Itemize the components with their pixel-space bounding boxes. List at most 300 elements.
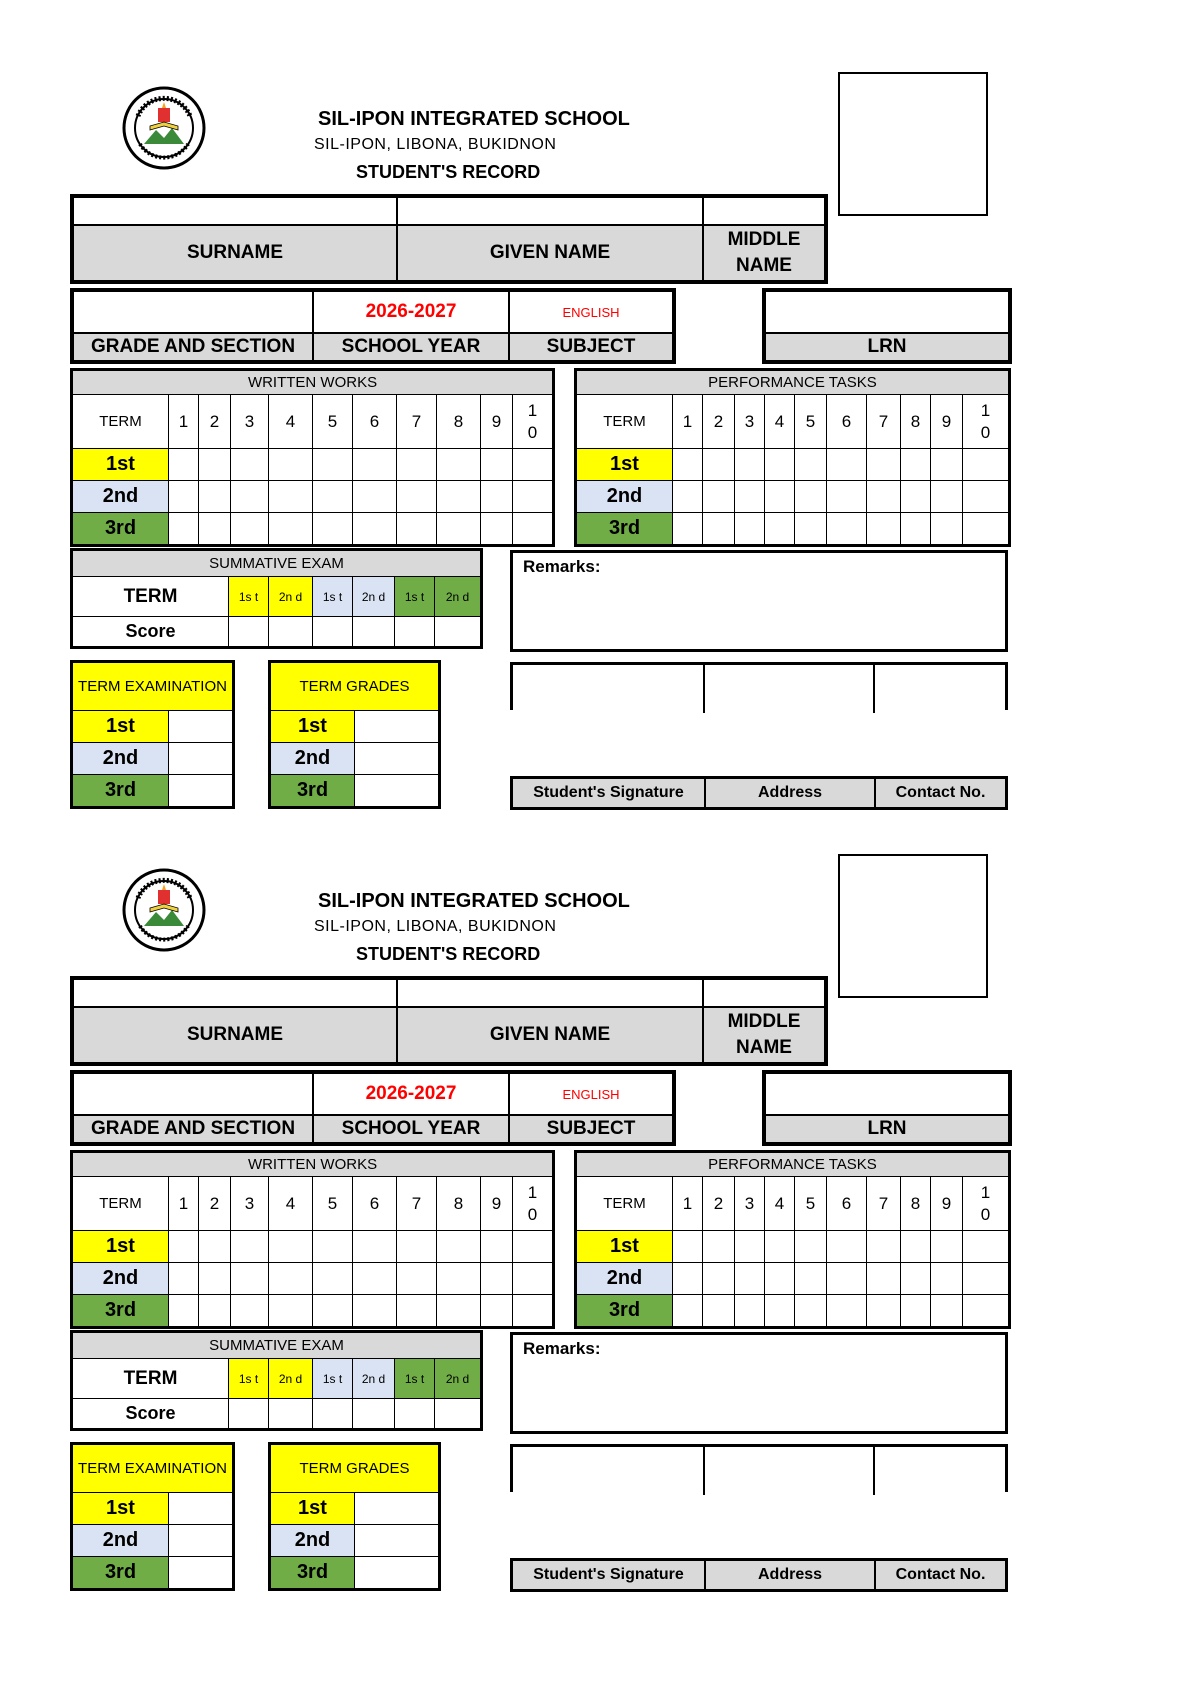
signature-fields[interactable]: [510, 662, 1008, 710]
grade-cell[interactable]: [355, 1493, 439, 1525]
score-cell[interactable]: [963, 449, 1009, 481]
score-cell[interactable]: [901, 513, 931, 545]
term-label: 2nd: [73, 1263, 169, 1295]
score-cell[interactable]: [901, 1263, 931, 1295]
middle-name-label: MIDDLE NAME: [703, 1007, 825, 1063]
ww-col-header: 7: [397, 1177, 437, 1231]
written-works-title: WRITTEN WORKS: [73, 371, 553, 395]
term-label: 2nd: [271, 1525, 355, 1557]
lrn-label: LRN: [765, 1115, 1009, 1143]
lrn-input[interactable]: [765, 291, 1009, 333]
signature-area: [510, 1444, 1008, 1592]
performance-tasks-table: [576, 370, 1009, 545]
score-cell[interactable]: [397, 1263, 437, 1295]
pt-col-header: 1: [673, 395, 703, 449]
score-cell[interactable]: [673, 1295, 703, 1327]
record-title: STUDENT'S RECORD: [356, 162, 541, 182]
contact-label: Contact No.: [895, 1566, 986, 1583]
school-year-value[interactable]: 2026-2027: [313, 291, 509, 333]
ww-col-header: 3: [231, 1177, 269, 1231]
summative-col-header: 2n d: [435, 577, 481, 617]
given-name-input[interactable]: [397, 979, 703, 1007]
summative-col-header: 1s t: [395, 1359, 435, 1399]
score-cell[interactable]: [199, 481, 231, 513]
score-cell[interactable]: [437, 449, 481, 481]
term-examination-table: [72, 662, 233, 807]
term-label: 1st: [271, 711, 355, 743]
score-cell[interactable]: [397, 481, 437, 513]
score-cell[interactable]: [963, 481, 1009, 513]
pt-col-header: 5: [795, 1177, 827, 1231]
given-name-label: GIVEN NAME: [397, 1007, 703, 1063]
score-cell[interactable]: [795, 1295, 827, 1327]
score-cell[interactable]: [901, 449, 931, 481]
score-cell[interactable]: [703, 1231, 735, 1263]
given-name-input[interactable]: [397, 197, 703, 225]
score-cell[interactable]: [437, 513, 481, 545]
score-cell[interactable]: [867, 1231, 901, 1263]
score-cell[interactable]: [313, 1295, 353, 1327]
score-cell[interactable]: [827, 1295, 867, 1327]
summative-col-header: 2n d: [435, 1359, 481, 1399]
pt-col-header: 2: [703, 1177, 735, 1231]
score-cell[interactable]: [231, 1231, 269, 1263]
score-cell[interactable]: [397, 449, 437, 481]
photo-box: [838, 854, 988, 998]
summative-col-header: 2n d: [353, 577, 395, 617]
pt-col-header: 1 0: [963, 395, 1009, 449]
contact-label: Contact No.: [895, 784, 986, 801]
term-label: 2nd: [73, 1525, 169, 1557]
info-table: [72, 290, 674, 362]
grade-section-input[interactable]: [73, 1073, 313, 1115]
score-cell[interactable]: [313, 481, 353, 513]
name-table: [72, 978, 826, 1064]
term-examination-title: TERM EXAMINATION: [73, 663, 233, 711]
score-cell[interactable]: [397, 1295, 437, 1327]
score-cell[interactable]: [827, 481, 867, 513]
score-cell[interactable]: [765, 481, 795, 513]
term-grades-title: TERM GRADES: [271, 663, 439, 711]
score-cell[interactable]: [481, 1263, 513, 1295]
ww-col-header: 6: [353, 395, 397, 449]
score-cell[interactable]: [765, 1295, 795, 1327]
surname-label: SURNAME: [73, 225, 397, 281]
score-cell[interactable]: [397, 1231, 437, 1263]
score-cell[interactable]: [269, 1295, 313, 1327]
record-title: STUDENT'S RECORD: [356, 944, 541, 964]
term-label: 1st: [73, 1493, 169, 1525]
score-cell[interactable]: [231, 1295, 269, 1327]
score-cell[interactable]: [901, 1231, 931, 1263]
performance-tasks-title: PERFORMANCE TASKS: [577, 371, 1009, 395]
surname-input[interactable]: [73, 197, 397, 225]
summative-score-label: Score: [73, 1399, 229, 1429]
ww-col-header: 1: [169, 395, 199, 449]
score-cell[interactable]: [231, 1263, 269, 1295]
term-label: 2nd: [271, 743, 355, 775]
pt-col-header: 1: [673, 1177, 703, 1231]
pt-col-header: 8: [901, 395, 931, 449]
score-cell[interactable]: [353, 513, 397, 545]
score-cell[interactable]: [703, 1263, 735, 1295]
performance-tasks-table: [576, 1152, 1009, 1327]
score-cell[interactable]: [867, 1295, 901, 1327]
score-cell[interactable]: [513, 1295, 553, 1327]
middle-name-label: MIDDLE NAME: [703, 225, 825, 281]
written-works-table: [72, 370, 553, 545]
score-cell[interactable]: [765, 449, 795, 481]
summative-term-label: TERM: [73, 577, 229, 617]
score-cell[interactable]: [313, 1263, 353, 1295]
term-examination-table: [72, 1444, 233, 1589]
surname-input[interactable]: [73, 979, 397, 1007]
pt-col-header: 3: [735, 1177, 765, 1231]
ww-col-header: 9: [481, 395, 513, 449]
score-cell[interactable]: [481, 513, 513, 545]
remarks-label: Remarks:: [523, 557, 601, 576]
score-cell[interactable]: [963, 1263, 1009, 1295]
score-cell[interactable]: [395, 617, 435, 647]
score-cell[interactable]: [703, 449, 735, 481]
score-cell[interactable]: [963, 513, 1009, 545]
term-label: 2nd: [73, 481, 169, 513]
term-grades-table: [270, 662, 439, 807]
ww-col-header: 1 0: [513, 1177, 553, 1231]
score-cell[interactable]: [169, 1295, 199, 1327]
subject-label: SUBJECT: [509, 333, 673, 361]
score-cell[interactable]: [353, 1263, 397, 1295]
term-label: 2nd: [577, 1263, 673, 1295]
score-cell[interactable]: [673, 449, 703, 481]
ww-row-1st: [73, 449, 553, 481]
score-cell[interactable]: [735, 449, 765, 481]
middle-name-input[interactable]: [703, 979, 825, 1007]
term-label: 1st: [271, 1493, 355, 1525]
pt-row-2nd: [577, 481, 1009, 513]
ww-row-2nd: [73, 1263, 553, 1295]
pt-col-header: 2: [703, 395, 735, 449]
score-cell[interactable]: [513, 481, 553, 513]
pt-col-header: 4: [765, 395, 795, 449]
score-cell[interactable]: [931, 1263, 963, 1295]
summative-col-header: 1s t: [229, 1359, 269, 1399]
ww-term-header: TERM: [73, 1177, 169, 1231]
grade-cell[interactable]: [355, 743, 439, 775]
score-cell[interactable]: [673, 481, 703, 513]
grade-cell[interactable]: [355, 1557, 439, 1589]
school-year-label: SCHOOL YEAR: [313, 333, 509, 361]
summative-col-header: 1s t: [229, 577, 269, 617]
summative-col-header: 2n d: [353, 1359, 395, 1399]
score-cell[interactable]: [703, 513, 735, 545]
divider: [873, 1447, 875, 1495]
performance-tasks-title: PERFORMANCE TASKS: [577, 1153, 1009, 1177]
score-cell[interactable]: [269, 1399, 313, 1429]
term-label: 2nd: [73, 743, 169, 775]
ww-row-2nd: [73, 481, 553, 513]
subject-value[interactable]: ENGLISH: [509, 291, 673, 333]
pt-term-header: TERM: [577, 395, 673, 449]
grade-cell[interactable]: [169, 1493, 233, 1525]
grade-cell[interactable]: [169, 743, 233, 775]
score-cell[interactable]: [353, 481, 397, 513]
score-cell[interactable]: [765, 1263, 795, 1295]
score-cell[interactable]: [199, 1231, 231, 1263]
score-cell[interactable]: [931, 449, 963, 481]
term-label: 3rd: [73, 1557, 169, 1589]
score-cell[interactable]: [397, 513, 437, 545]
score-cell[interactable]: [231, 449, 269, 481]
score-cell[interactable]: [229, 617, 269, 647]
school-seal-logo: [122, 86, 206, 170]
given-name-label: GIVEN NAME: [397, 225, 703, 281]
term-label: 1st: [73, 1231, 169, 1263]
score-cell[interactable]: [827, 1231, 867, 1263]
pt-col-header: 1 0: [963, 1177, 1009, 1231]
pt-col-header: 7: [867, 395, 901, 449]
ww-col-header: 1 0: [513, 395, 553, 449]
summative-exam-title: SUMMATIVE EXAM: [73, 1333, 481, 1359]
score-cell[interactable]: [353, 449, 397, 481]
middle-name-input[interactable]: [703, 197, 825, 225]
ww-col-header: 6: [353, 1177, 397, 1231]
score-cell[interactable]: [435, 617, 481, 647]
score-cell[interactable]: [513, 1263, 553, 1295]
lrn-label: LRN: [765, 333, 1009, 361]
grade-cell[interactable]: [169, 775, 233, 807]
summative-col-header: 1s t: [313, 1359, 353, 1399]
score-cell[interactable]: [827, 449, 867, 481]
score-cell[interactable]: [231, 481, 269, 513]
pt-col-header: 7: [867, 1177, 901, 1231]
score-cell[interactable]: [795, 1263, 827, 1295]
divider: [703, 665, 705, 713]
term-grades-title: TERM GRADES: [271, 1445, 439, 1493]
summative-exam-title: SUMMATIVE EXAM: [73, 551, 481, 577]
pt-col-header: 5: [795, 395, 827, 449]
score-cell[interactable]: [513, 1231, 553, 1263]
score-cell[interactable]: [353, 1399, 395, 1429]
subject-label: SUBJECT: [509, 1115, 673, 1143]
score-cell[interactable]: [867, 449, 901, 481]
score-cell[interactable]: [827, 513, 867, 545]
summative-term-label: TERM: [73, 1359, 229, 1399]
score-cell[interactable]: [703, 1295, 735, 1327]
pt-col-header: 9: [931, 1177, 963, 1231]
score-cell[interactable]: [169, 481, 199, 513]
ww-row-1st: [73, 1231, 553, 1263]
score-cell[interactable]: [169, 513, 199, 545]
score-cell[interactable]: [353, 1295, 397, 1327]
remarks-box[interactable]: [510, 1332, 1008, 1434]
score-cell[interactable]: [269, 617, 313, 647]
pt-term-header: TERM: [577, 1177, 673, 1231]
grade-cell[interactable]: [355, 1525, 439, 1557]
score-cell[interactable]: [867, 513, 901, 545]
score-cell[interactable]: [481, 449, 513, 481]
grade-cell[interactable]: [355, 775, 439, 807]
score-cell[interactable]: [735, 1231, 765, 1263]
address-label: Address: [706, 779, 876, 807]
score-cell[interactable]: [269, 513, 313, 545]
info-table: [72, 1072, 674, 1144]
student-signature-label: Student's Signature: [513, 1561, 706, 1589]
score-cell[interactable]: [765, 513, 795, 545]
score-cell[interactable]: [673, 1231, 703, 1263]
score-cell[interactable]: [795, 449, 827, 481]
score-cell[interactable]: [395, 1399, 435, 1429]
ww-col-header: 8: [437, 1177, 481, 1231]
score-cell[interactable]: [199, 1295, 231, 1327]
score-cell[interactable]: [867, 1263, 901, 1295]
term-label: 2nd: [577, 481, 673, 513]
term-label: 3rd: [73, 775, 169, 807]
score-cell[interactable]: [481, 1295, 513, 1327]
score-cell[interactable]: [963, 1231, 1009, 1263]
signature-area: [510, 662, 1008, 810]
summative-col-header: 1s t: [395, 577, 435, 617]
grade-cell[interactable]: [169, 1557, 233, 1589]
summative-col-header: 1s t: [313, 577, 353, 617]
score-cell[interactable]: [795, 481, 827, 513]
remarks-box[interactable]: [510, 550, 1008, 652]
score-cell[interactable]: [673, 1263, 703, 1295]
term-label: 3rd: [577, 1295, 673, 1327]
grade-cell[interactable]: [169, 1525, 233, 1557]
score-cell[interactable]: [269, 1231, 313, 1263]
score-cell[interactable]: [229, 1399, 269, 1429]
score-cell[interactable]: [481, 481, 513, 513]
score-cell[interactable]: [827, 1263, 867, 1295]
score-cell[interactable]: [199, 1263, 231, 1295]
score-cell[interactable]: [481, 1231, 513, 1263]
grade-section-input[interactable]: [73, 291, 313, 333]
grade-cell[interactable]: [169, 711, 233, 743]
term-label: 3rd: [271, 775, 355, 807]
school-name: SIL-IPON INTEGRATED SCHOOL: [318, 890, 630, 912]
ww-col-header: 4: [269, 395, 313, 449]
pt-col-header: 9: [931, 395, 963, 449]
score-cell[interactable]: [269, 449, 313, 481]
score-cell[interactable]: [437, 1231, 481, 1263]
ww-col-header: 3: [231, 395, 269, 449]
score-cell[interactable]: [735, 481, 765, 513]
pt-row-1st: [577, 1231, 1009, 1263]
school-year-value[interactable]: 2026-2027: [313, 1073, 509, 1115]
score-cell[interactable]: [513, 449, 553, 481]
signature-labels: [510, 776, 1008, 810]
signature-fields[interactable]: [510, 1444, 1008, 1492]
school-seal-logo: [122, 868, 206, 952]
score-cell[interactable]: [901, 1295, 931, 1327]
pt-col-header: 3: [735, 395, 765, 449]
score-cell[interactable]: [437, 481, 481, 513]
ww-col-header: 9: [481, 1177, 513, 1231]
score-cell[interactable]: [673, 513, 703, 545]
grade-section-label: GRADE AND SECTION: [73, 333, 313, 361]
term-label: 1st: [577, 449, 673, 481]
score-cell[interactable]: [231, 513, 269, 545]
term-label: 3rd: [73, 513, 169, 545]
score-cell[interactable]: [353, 1231, 397, 1263]
score-cell[interactable]: [353, 617, 395, 647]
term-label: 3rd: [73, 1295, 169, 1327]
score-cell[interactable]: [963, 1295, 1009, 1327]
score-cell[interactable]: [169, 1263, 199, 1295]
score-cell[interactable]: [931, 513, 963, 545]
score-cell[interactable]: [169, 1231, 199, 1263]
summative-score-label: Score: [73, 617, 229, 647]
score-cell[interactable]: [735, 1295, 765, 1327]
summative-exam-table: [72, 1332, 481, 1429]
score-cell[interactable]: [435, 1399, 481, 1429]
score-cell[interactable]: [199, 513, 231, 545]
score-cell[interactable]: [735, 513, 765, 545]
remarks-label: Remarks:: [523, 1339, 601, 1358]
score-cell[interactable]: [313, 1399, 353, 1429]
lrn-table: [764, 290, 1010, 362]
score-cell[interactable]: [735, 1263, 765, 1295]
divider: [873, 665, 875, 713]
lrn-input[interactable]: [765, 1073, 1009, 1115]
score-cell[interactable]: [269, 481, 313, 513]
term-examination-title: TERM EXAMINATION: [73, 1445, 233, 1493]
score-cell[interactable]: [269, 1263, 313, 1295]
score-cell[interactable]: [901, 481, 931, 513]
score-cell[interactable]: [437, 1295, 481, 1327]
score-cell[interactable]: [795, 1231, 827, 1263]
score-cell[interactable]: [199, 449, 231, 481]
subject-value[interactable]: ENGLISH: [509, 1073, 673, 1115]
score-cell[interactable]: [169, 449, 199, 481]
school-address: SIL-IPON, LIBONA, BUKIDNON: [314, 136, 557, 153]
grade-cell[interactable]: [355, 711, 439, 743]
score-cell[interactable]: [867, 481, 901, 513]
score-cell[interactable]: [437, 1263, 481, 1295]
term-label: 1st: [73, 711, 169, 743]
school-address: SIL-IPON, LIBONA, BUKIDNON: [314, 918, 557, 935]
score-cell[interactable]: [513, 513, 553, 545]
pt-col-header: 6: [827, 1177, 867, 1231]
term-label: 1st: [577, 1231, 673, 1263]
score-cell[interactable]: [765, 1231, 795, 1263]
term-label: 1st: [73, 449, 169, 481]
score-cell[interactable]: [313, 449, 353, 481]
summative-exam-table: [72, 550, 481, 647]
ww-col-header: 2: [199, 395, 231, 449]
score-cell[interactable]: [313, 617, 353, 647]
term-label: 3rd: [577, 513, 673, 545]
score-cell[interactable]: [313, 513, 353, 545]
summative-col-header: 2n d: [269, 1359, 313, 1399]
score-cell[interactable]: [931, 1295, 963, 1327]
score-cell[interactable]: [703, 481, 735, 513]
score-cell[interactable]: [313, 1231, 353, 1263]
term-label: 3rd: [271, 1557, 355, 1589]
score-cell[interactable]: [931, 1231, 963, 1263]
ww-col-header: 2: [199, 1177, 231, 1231]
ww-col-header: 7: [397, 395, 437, 449]
summative-col-header: 2n d: [269, 577, 313, 617]
score-cell[interactable]: [795, 513, 827, 545]
school-name: SIL-IPON INTEGRATED SCHOOL: [318, 108, 630, 130]
ww-row-3rd: [73, 1295, 553, 1327]
ww-col-header: 4: [269, 1177, 313, 1231]
written-works-table: [72, 1152, 553, 1327]
score-cell[interactable]: [931, 481, 963, 513]
ww-row-3rd: [73, 513, 553, 545]
